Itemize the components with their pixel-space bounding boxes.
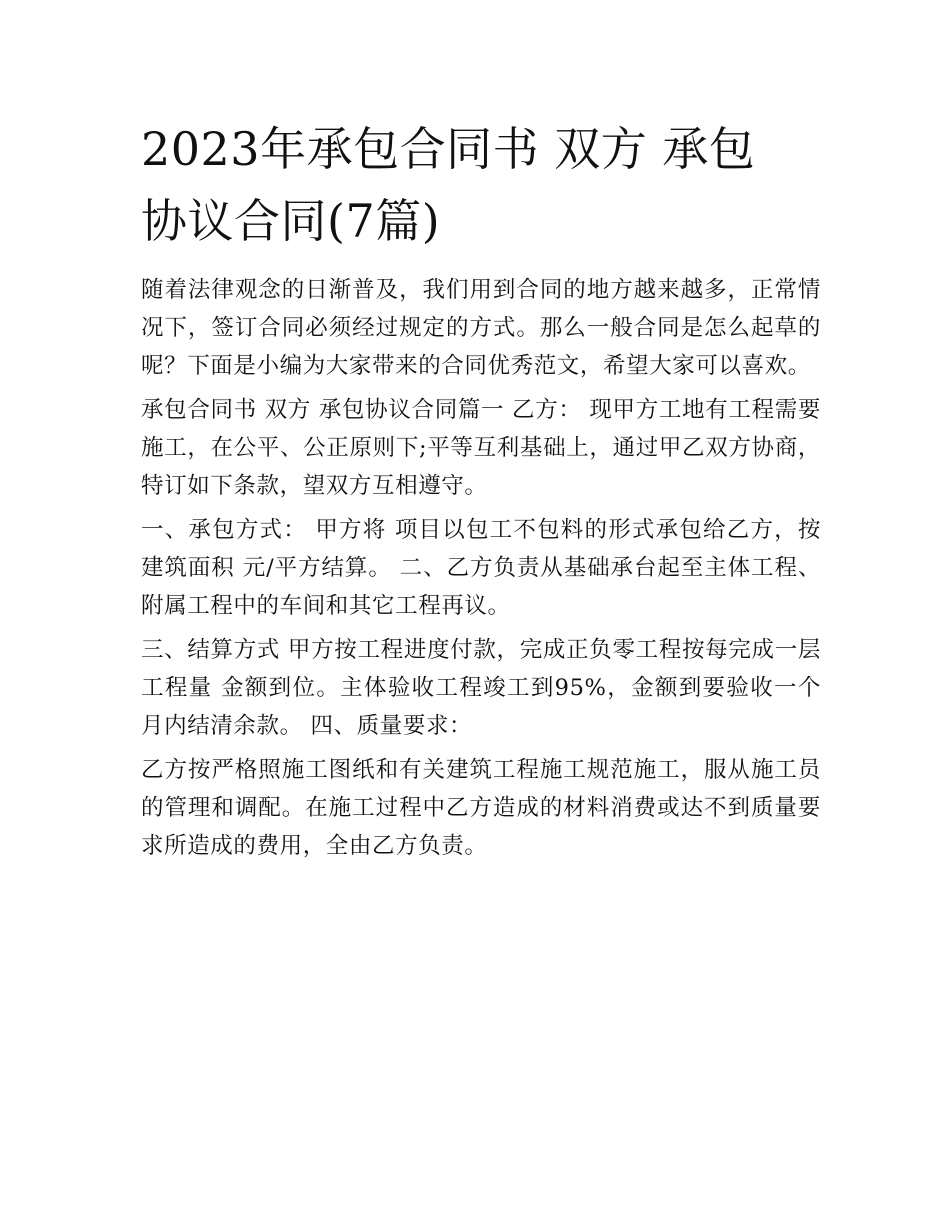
document-content xyxy=(141,113,821,871)
document-title xyxy=(141,113,801,257)
settlement-paragraph: 三、结算方式 甲方按工程进度付款，完成正负零工程按每完成一层工程量 金额到位。主体验收工程竣工到95%，金额到要验收一个月内结清余款。 四、质量要求： xyxy=(141,637,821,739)
contract-method-paragraph: 一、承包方式： 甲方将 项目以包工不包料的形式承包给乙方，按建筑面积 元/平方结算。 二、乙方负责从基础承台起至主体工程、附属工程中的车间和其它工程再议。 xyxy=(141,517,821,619)
title-line-1: 2023年承包合同书 双方 承包 xyxy=(141,122,756,176)
title-line-2: 协议合同(7篇) xyxy=(141,194,441,248)
intro-paragraph: 随着法律观念的日渐普及，我们用到合同的地方越来越多，正常情况下，签订合同必须经过规定的方式。那么一般合同是怎么起草的呢？下面是小编为大家带来的合同优秀范文，希望大家可以喜欢。 xyxy=(141,277,821,379)
contract-preamble-paragraph: 承包合同书 双方 承包协议合同篇一 乙方： 现甲方工地有工程需要施工，在公平、公正原则下;平等互利基础上，通过甲乙双方协商，特订如下条款，望双方互相遵守。 xyxy=(141,397,821,499)
document-body xyxy=(141,271,821,865)
quality-paragraph: 乙方按严格照施工图纸和有关建筑工程施工规范施工，服从施工员的管理和调配。在施工过程中乙方造成的材料消费或达不到质量要求所造成的费用，全由乙方负责。 xyxy=(141,757,821,859)
